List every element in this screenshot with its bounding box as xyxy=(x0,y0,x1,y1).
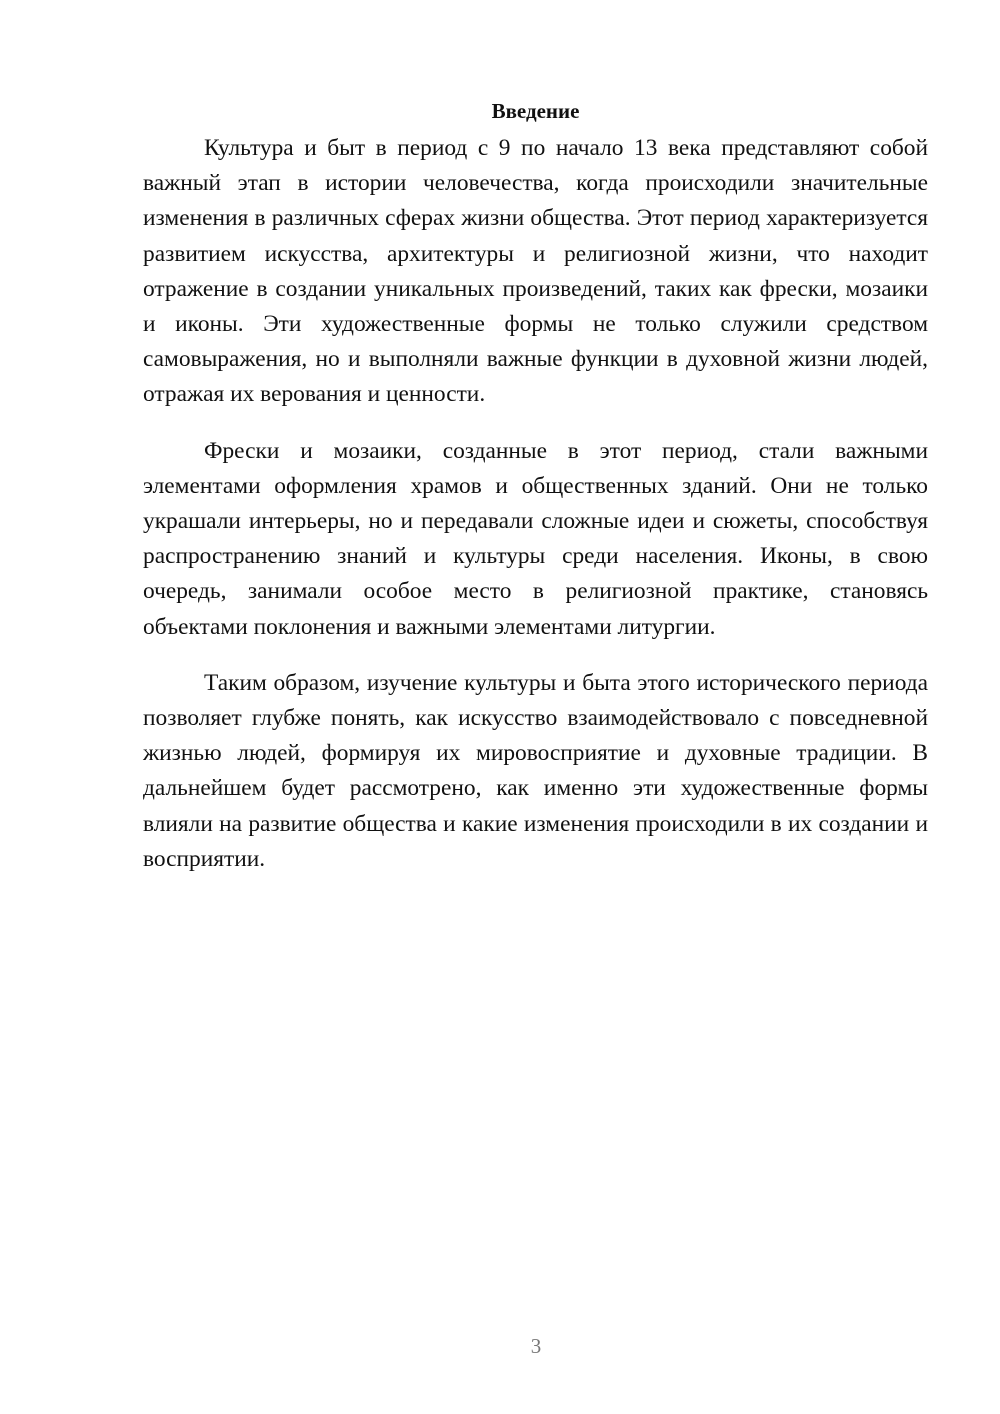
page-number: 3 xyxy=(530,1334,542,1358)
paragraph-2: Фрески и мозаики, созданные в этот период, стали важными элементами оформления храмов и общественных зданий. Они не только украшали интерьеры, но и передавали сложные идеи и сюжеты, способствуя распространению знаний и культуры среди населения. Иконы, в свою очередь, занимали особое место в религиозной практике, становясь объектами поклонения и важными элементами литургии. xyxy=(143,437,928,640)
paragraph-1: Культура и быт в период с 9 по начало 13 века представляют собой важный этап в истории человечества, когда происходили значительные изменения в различных сферах жизни общества. Этот период характеризуется развитием искусства, архитектуры и религиозной жизни, что находит отражение в создании уникальных произведений, таких как фрески, мозаики и иконы. Эти художественные формы не только служили средством самовыражения, но и выполняли важные функции в духовной жизни людей, отражая их верования и ценности. xyxy=(143,135,928,408)
section-title: Введение xyxy=(491,99,580,123)
page-content xyxy=(143,96,928,898)
paragraph-3: Таким образом, изучение культуры и быта этого исторического периода позволяет глубже понять, как искусство взаимодействовало с повседневной жизнью людей, формируя их мировосприятие и духовные традиции. В дальнейшем будет рассмотрено, как именно эти художественные формы влияли на развитие общества и какие изменения происходили в их создании и восприятии. xyxy=(143,669,928,872)
